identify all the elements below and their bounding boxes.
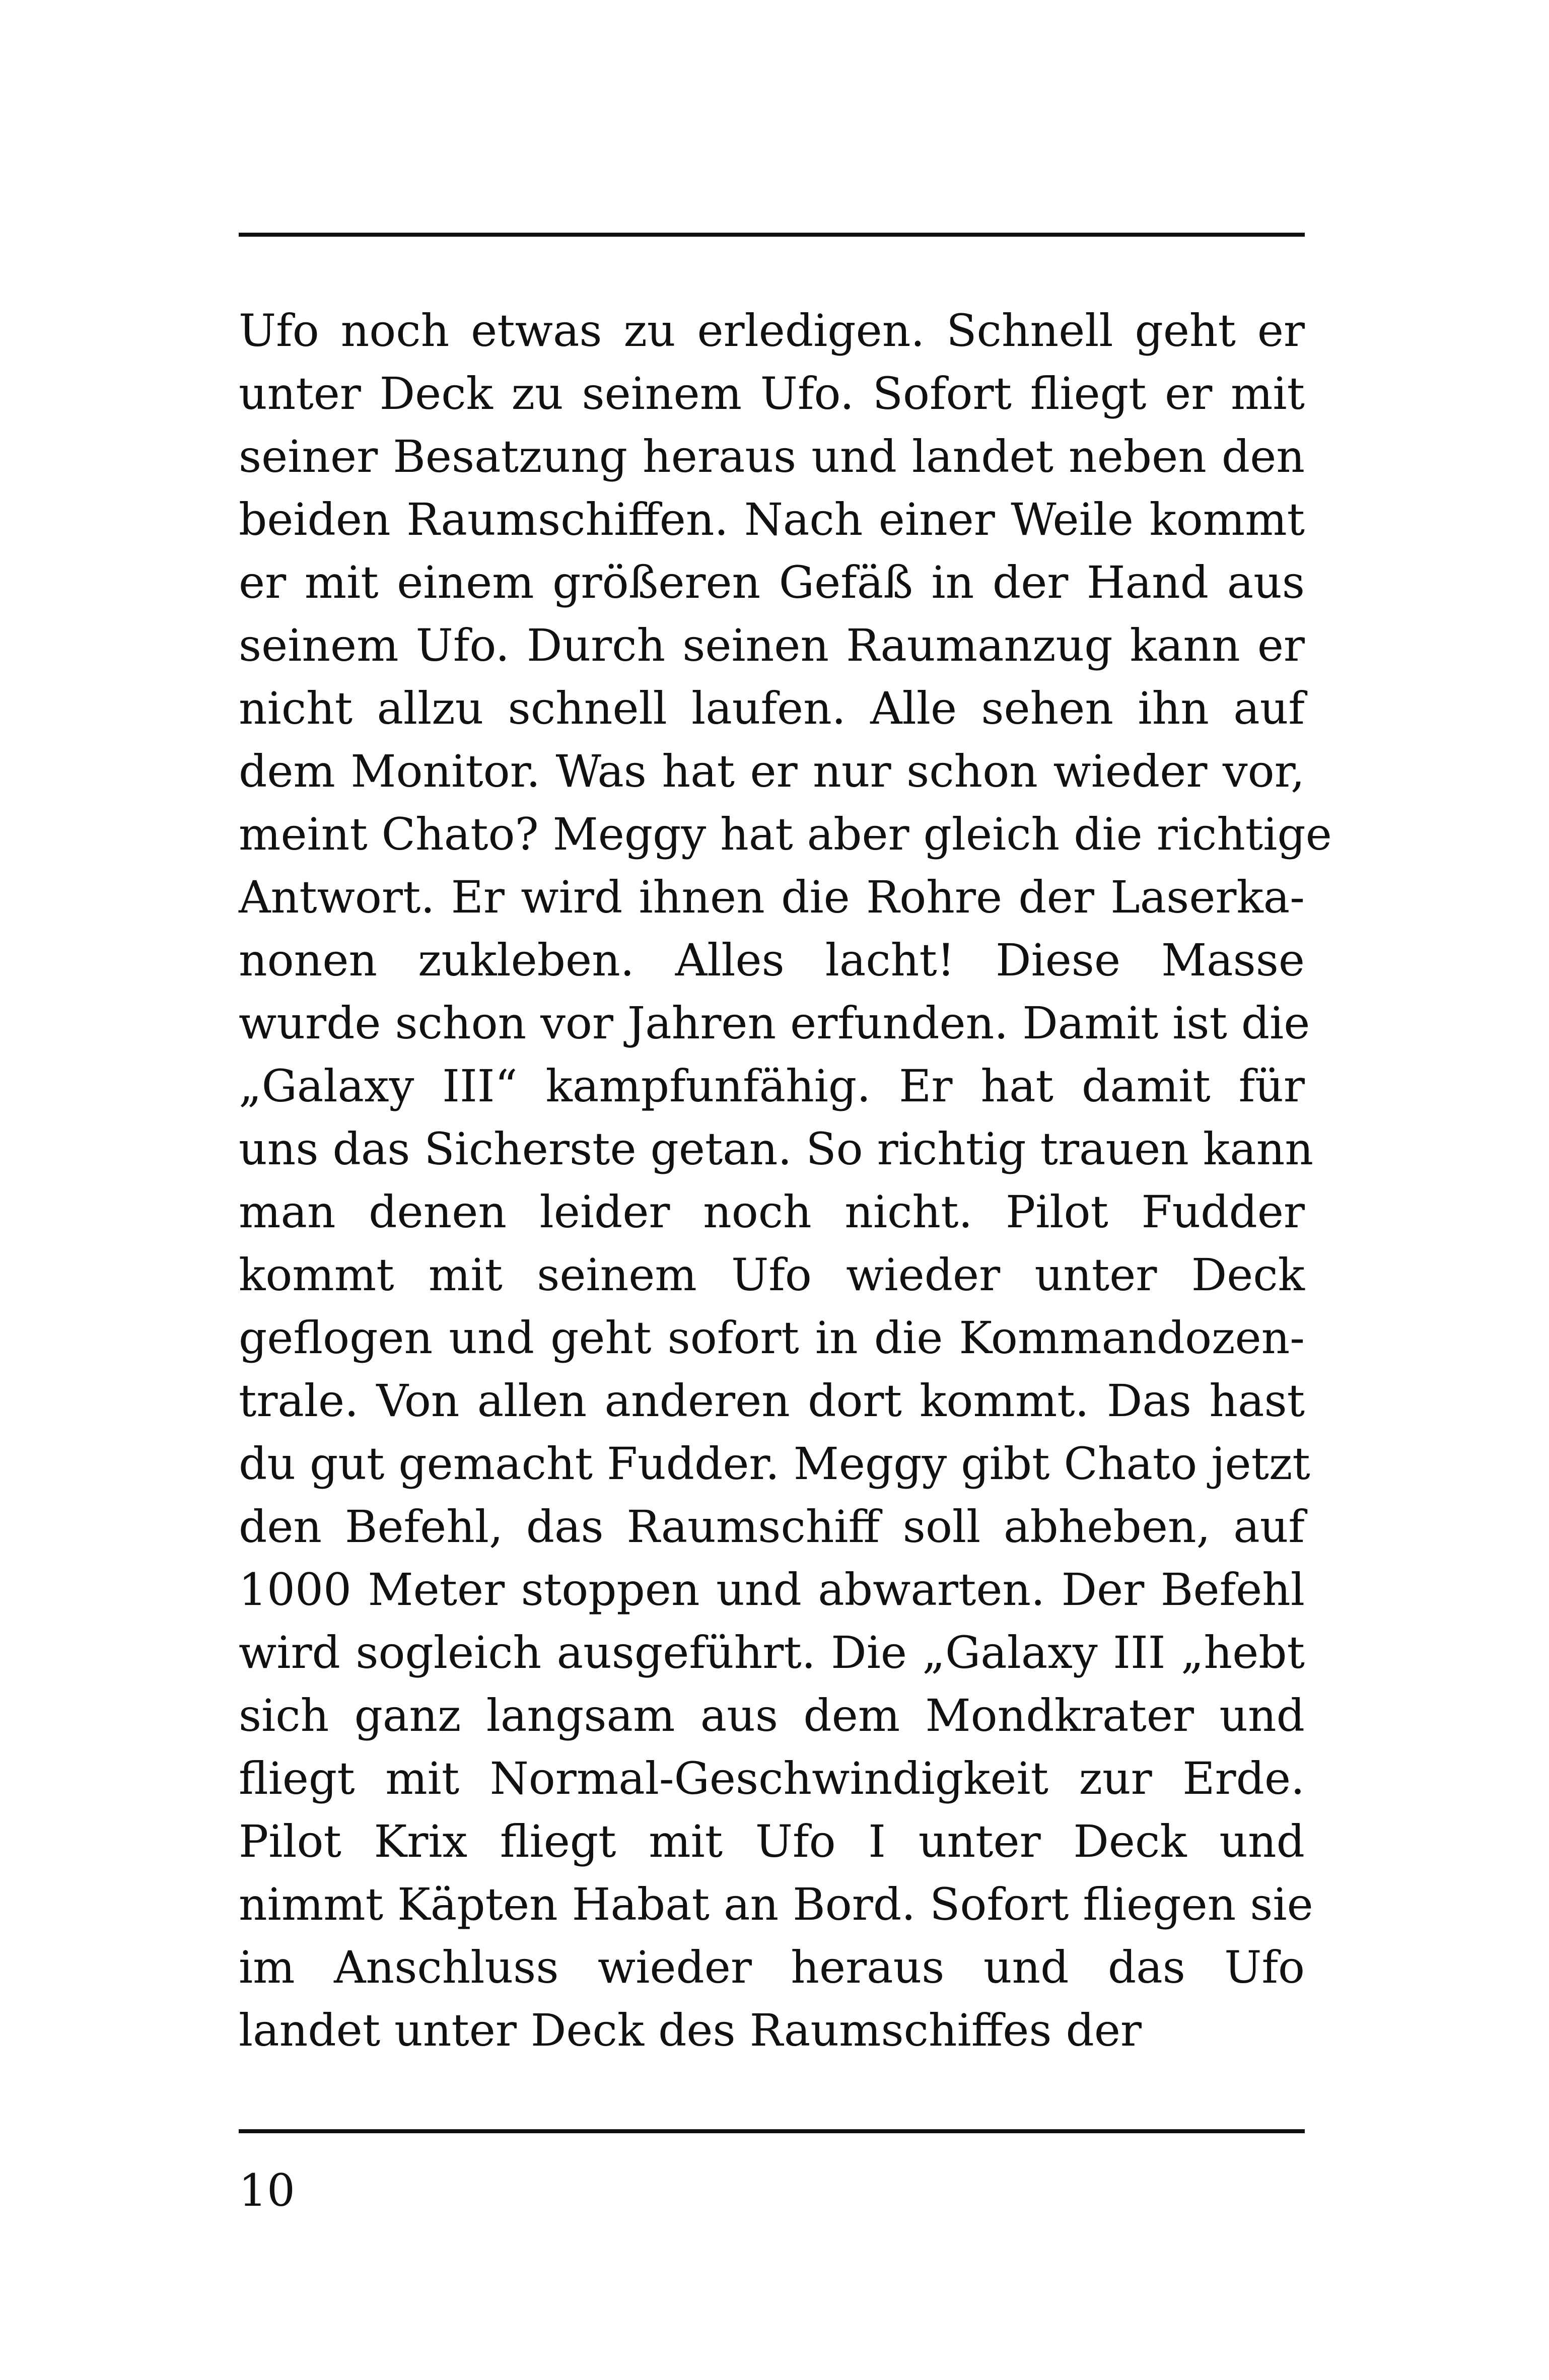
text-line: sich ganz langsam aus dem Mondkrater und — [239, 1690, 1305, 1741]
text-line: man denen leider noch nicht. Pilot Fudder — [239, 1186, 1305, 1238]
text-line: Pilot Krix fliegt mit Ufo I unter Deck und — [239, 1815, 1305, 1867]
text-line: „Galaxy III“ kampfunfähig. Er hat damit für — [239, 1060, 1305, 1112]
text-line: geflogen und geht sofort in die Kommandozen- — [239, 1312, 1305, 1364]
text-line: Antwort. Er wird ihnen die Rohre der Laserka- — [239, 871, 1305, 923]
text-line: trale. Von allen anderen dort kommt. Das hast — [239, 1375, 1305, 1427]
text-line: beiden Raumschiffen. Nach einer Weile kommt — [239, 494, 1305, 545]
text-line: fliegt mit Normal-Geschwindigkeit zur Erde. — [239, 1753, 1305, 1804]
text-line: nimmt Käpten Habat an Bord. Sofort fliegen sie — [239, 1878, 1313, 1930]
footer-rule — [239, 2129, 1305, 2133]
page-number: 10 — [239, 2164, 295, 2216]
text-line: er mit einem größeren Gefäß in der Hand aus — [239, 556, 1305, 608]
text-line: wird sogleich ausgeführt. Die „Galaxy III „hebt — [239, 1627, 1305, 1678]
text-line: im Anschluss wieder heraus und das Ufo — [239, 1941, 1305, 1993]
body-text — [239, 299, 1332, 2062]
text-line: du gut gemacht Fudder. Meggy gibt Chato jetzt — [239, 1438, 1310, 1490]
text-line: kommt mit seinem Ufo wieder unter Deck — [239, 1249, 1305, 1301]
text-line: Ufo noch etwas zu erledigen. Schnell geht er — [239, 305, 1305, 357]
text-line: uns das Sicherste getan. So richtig trauen kann — [239, 1123, 1314, 1175]
text-line: seinem Ufo. Durch seinen Raumanzug kann er — [239, 619, 1305, 671]
text-line: meint Chato? Meggy hat aber gleich die richtige — [239, 808, 1332, 860]
header-rule — [239, 233, 1305, 237]
text-line: den Befehl, das Raumschiff soll abheben, auf — [239, 1501, 1305, 1553]
text-line: wurde schon vor Jahren erfunden. Damit ist die — [239, 997, 1310, 1049]
text-line: nicht allzu schnell laufen. Alle sehen ihn auf — [239, 682, 1305, 734]
text-line: nonen zukleben. Alles lacht! Diese Masse — [239, 934, 1305, 986]
text-line: 1000 Meter stoppen und abwarten. Der Befehl — [239, 1564, 1305, 1616]
text-line: dem Monitor. Was hat er nur schon wieder vor, — [239, 745, 1305, 797]
text-line: landet unter Deck des Raumschiffes der — [239, 2004, 1142, 2056]
text-line: unter Deck zu seinem Ufo. Sofort fliegt er mit — [239, 368, 1305, 419]
text-line: seiner Besatzung heraus und landet neben den — [239, 431, 1305, 482]
